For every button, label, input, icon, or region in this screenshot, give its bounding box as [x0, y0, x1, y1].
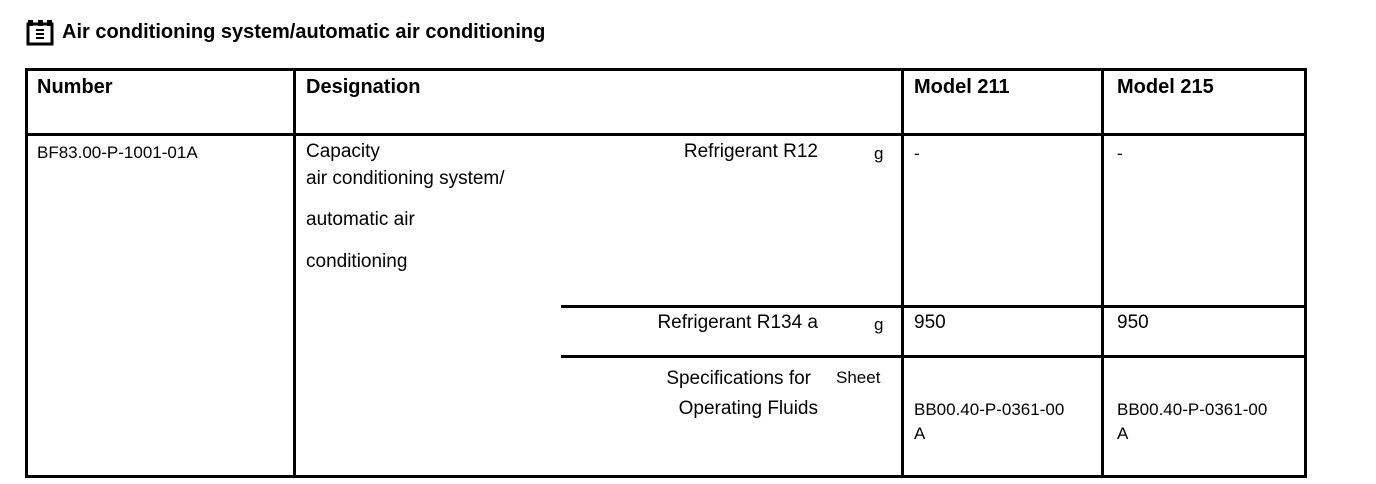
- header-number: Number: [37, 76, 113, 98]
- page-title-row: [26, 16, 545, 48]
- cell-model-215-r134a: 950: [1117, 312, 1149, 333]
- cell-model-215-r12: -: [1117, 144, 1123, 163]
- designation-line-2: air conditioning system/: [306, 168, 505, 189]
- cell-model-211-sheet-line-1: BB00.40-P-0361-00: [914, 400, 1065, 419]
- item-label-fluids-line-1: Specifications for: [666, 368, 811, 389]
- header-designation: Designation: [306, 76, 421, 98]
- item-label-r134a: Refrigerant R134 a: [657, 312, 818, 333]
- item-unit-r12: g: [874, 144, 884, 163]
- cell-number: BF83.00-P-1001-01A: [37, 143, 198, 162]
- page-title: Air conditioning system/automatic air conditioning: [62, 20, 546, 43]
- cell-model-211-r134a: 950: [914, 312, 946, 333]
- cell-model-215-sheet-line-2: A: [1117, 424, 1129, 443]
- designation-line-1: Capacity: [306, 141, 380, 162]
- item-label-fluids-line-2: Operating Fluids: [678, 398, 818, 419]
- cell-model-215-sheet-line-1: BB00.40-P-0361-00: [1117, 400, 1268, 419]
- item-unit-sheet: Sheet: [836, 368, 881, 387]
- item-unit-r134a: g: [874, 315, 884, 334]
- cell-model-211-r12: -: [914, 144, 920, 163]
- item-label-r12: Refrigerant R12: [683, 141, 818, 162]
- cell-model-211-sheet-line-2: A: [914, 424, 926, 443]
- document-spec-icon: [26, 18, 56, 46]
- header-model-211: Model 211: [914, 76, 1010, 98]
- header-model-215: Model 215: [1117, 76, 1214, 98]
- designation-line-4: conditioning: [306, 251, 408, 272]
- designation-line-3: automatic air: [306, 209, 415, 230]
